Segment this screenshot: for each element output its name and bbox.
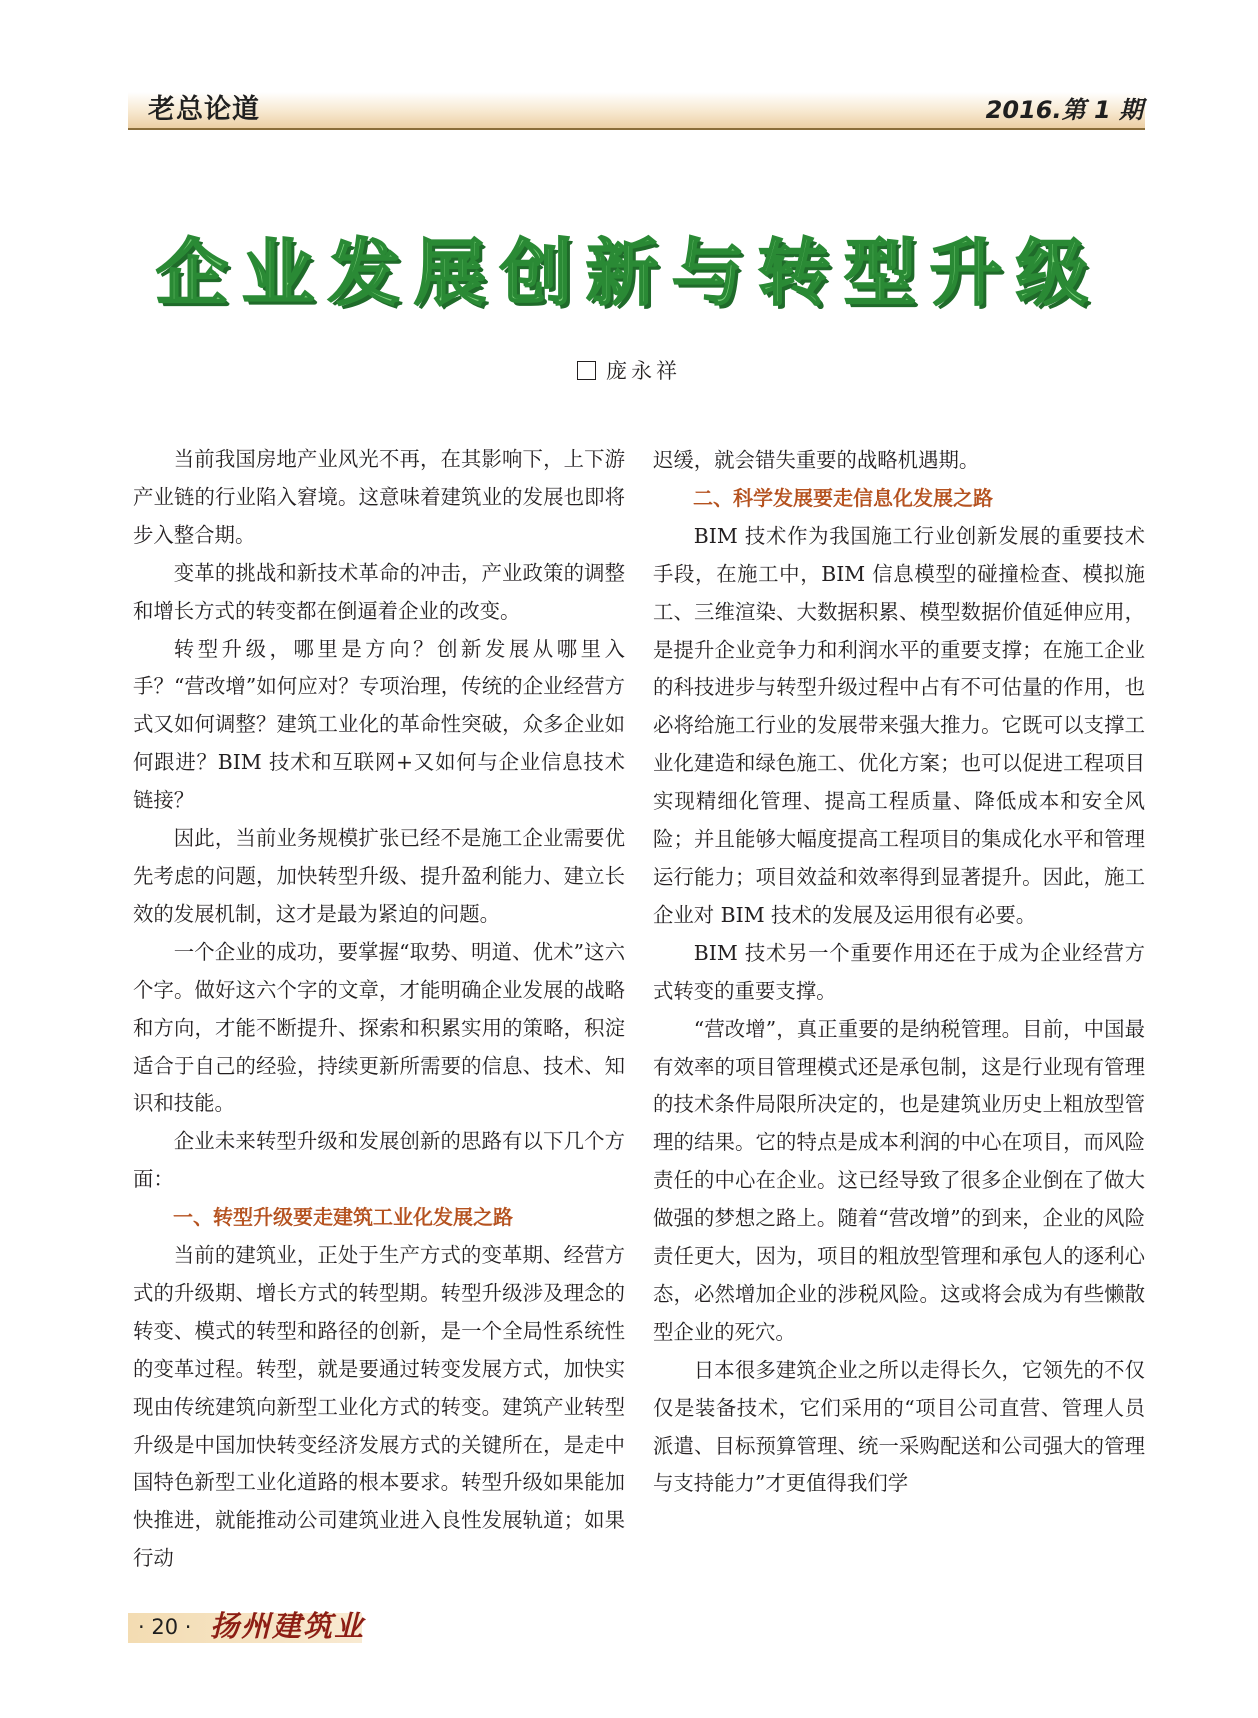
- paragraph: 企业未来转型升级和发展创新的思路有以下几个方面：: [133, 1129, 625, 1192]
- paragraph: 变革的挑战和新技术革命的冲击，产业政策的调整和增长方式的转变都在倒逼着企业的改变。: [133, 560, 625, 623]
- right-column: [653, 442, 1145, 1503]
- square-icon: [577, 361, 596, 380]
- issue-label: 2016.第 1 期: [985, 96, 1143, 124]
- subheading: 二、科学发展要走信息化发展之路: [693, 485, 993, 510]
- paragraph: BIM 技术作为我国施工行业创新发展的重要技术手段，在施工中，BIM 信息模型的碰撞检查、模拟施工、三维渲染、大数据积累、模型数据价值延伸应用，是提升企业竞争力和利润水平的重要支撑；在施工企业的科技进步与转型升级过程中占有不可估量的作用，也必将给施工行业的发展带来强大推力。它既可以支撑工业化建造和绿色施工、优化方案；也可以促进工程项目实现精细化管理、提高工程质量、降低成本和安全风险；并且能够大幅度提高工程项目的集成化水平和管理运行能力；项目效益和效率得到显著提升。因此，施工企业对 BIM 技术的发展及运用很有必要。: [653, 523, 1145, 927]
- paragraph: 因此，当前业务规模扩张已经不是施工企业需要优先考虑的问题，加快转型升级、提升盈利能力、建立长效的发展机制，这才是最为紧迫的问题。: [133, 826, 625, 926]
- page-number: · 20 ·: [138, 1615, 192, 1639]
- paragraph: 转型升级，哪里是方向？创新发展从哪里入手？“营改增”如何应对？专项治理，传统的企业经营方式又如何调整？建筑工业化的革命性突破，众多企业如何跟进？BIM 技术和互联网+又如何与企业信息技术链接？: [133, 636, 625, 813]
- paragraph: 一个企业的成功，要掌握“取势、明道、优术”这六个字。做好这六个字的文章，才能明确企业发展的战略和方向，才能不断提升、探索和积累实用的策略，积淀适合于自己的经验，持续更新所需要的信息、技术、知识和技能。: [133, 939, 625, 1116]
- section-label: 老总论道: [148, 94, 260, 125]
- subheading: 一、转型升级要走建筑工业化发展之路: [173, 1205, 513, 1230]
- magazine-logo: 扬州建筑业: [210, 1609, 366, 1643]
- paragraph: “营改增”，真正重要的是纳税管理。目前，中国最有效率的项目管理模式还是承包制，这是行业现有管理的技术条件局限所决定的，也是建筑业历史上粗放型管理的结果。它的特点是成本利润的中心在项目，而风险责任的中心在企业。这已经导致了很多企业倒在了做大做强的梦想之路上。随着“营改增”的到来，企业的风险责任更大，因为，项目的粗放型管理和承包人的逐利心态，必然增加企业的涉税风险。这或将会成为有些懒散型企业的死穴。: [653, 1016, 1145, 1344]
- article-title: 企业发展创新与转型升级: [155, 231, 1102, 315]
- paragraph: 当前我国房地产业风光不再，在其影响下，上下游产业链的行业陷入窘境。这意味着建筑业的发展也即将步入整合期。: [133, 447, 625, 547]
- left-column: [133, 441, 625, 1578]
- paragraph: 日本很多建筑企业之所以走得长久，它领先的不仅仅是装备技术，它们采用的“项目公司直营、管理人员派遣、目标预算管理、统一采购配送和公司强大的管理与支持能力”才更值得我们学: [653, 1357, 1145, 1496]
- paragraph: BIM 技术另一个重要作用还在于成为企业经营方式转变的重要支撑。: [653, 940, 1145, 1003]
- byline: [0, 356, 1258, 386]
- author-name: 庞永祥: [606, 359, 681, 383]
- paragraph: 当前的建筑业，正处于生产方式的变革期、经营方式的升级期、增长方式的转型期。转型升级涉及理念的转变、模式的转型和路径的创新，是一个全局性系统性的变革过程。转型，就是要通过转变发展方式，加快实现由传统建筑向新型工业化方式的转变。建筑产业转型升级是中国加快转变经济发展方式的关键所在，是走中国特色新型工业化道路的根本要求。转型升级如果能加快推进，就能推动公司建筑业进入良性发展轨道；如果行动: [133, 1243, 625, 1571]
- paragraph-continued: 迟缓，就会错失重要的战略机遇期。: [653, 448, 980, 472]
